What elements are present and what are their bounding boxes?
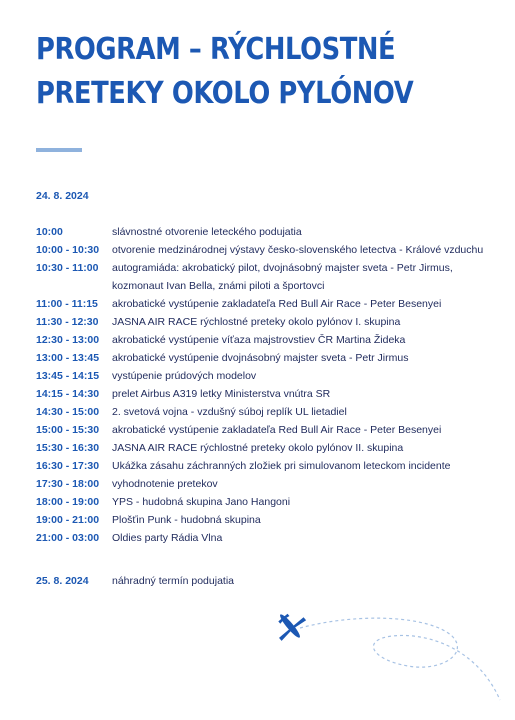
schedule-time: 21:00 - 03:00	[36, 532, 100, 544]
schedule-desc: JASNA AIR RACE rýchlostné preteky okolo pylónov II. skupina	[112, 442, 404, 454]
schedule-desc: slávnostné otvorenie leteckého podujatia	[112, 226, 302, 238]
schedule-time: 15:30 - 16:30	[36, 442, 100, 454]
schedule-desc: Plošťin Punk - hudobná skupina	[112, 514, 261, 526]
day2-desc: náhradný termín podujatia	[112, 575, 234, 587]
schedule-time: 13:45 - 14:15	[36, 370, 100, 382]
schedule-desc: YPS - hudobná skupina Jano Hangoni	[112, 496, 291, 508]
schedule-time: 14:15 - 14:30	[36, 388, 100, 400]
schedule-desc: JASNA AIR RACE rýchlostné preteky okolo pylónov I. skupina	[112, 316, 401, 328]
schedule-time: 10:00	[36, 226, 63, 238]
schedule-time: 18:00 - 19:00	[36, 496, 100, 508]
schedule-desc: akrobatické vystúpenie zakladateľa Red Bull Air Race - Peter Besenyei	[112, 424, 442, 436]
schedule-desc: prelet Airbus A319 letky Ministerstva vnútra SR	[112, 388, 331, 400]
schedule-time: 11:00 - 11:15	[36, 298, 98, 310]
schedule-desc: vyhodnotenie pretekov	[112, 478, 218, 490]
schedule-time: 13:00 - 13:45	[36, 352, 100, 364]
schedule-desc: Oldies party Rádia Vlna	[112, 532, 223, 544]
airplane-icon	[268, 604, 312, 648]
day1-date: 24. 8. 2024	[36, 190, 89, 202]
page-title-line-2: PRETEKY OKOLO PYLÓNOV	[36, 76, 414, 111]
dashed-flight-path	[300, 618, 500, 700]
schedule-time: 19:00 - 21:00	[36, 514, 100, 526]
schedule-time: 17:30 - 18:00	[36, 478, 100, 490]
schedule-time: 10:00 - 10:30	[36, 244, 100, 256]
schedule-desc: 2. svetová vojna - vzdušný súboj replík UL lietadiel	[112, 406, 347, 418]
schedule-time: 14:30 - 15:00	[36, 406, 100, 418]
schedule-time: 16:30 - 17:30	[36, 460, 100, 472]
schedule-time: 11:30 - 12:30	[36, 316, 99, 328]
day2-date: 25. 8. 2024	[36, 575, 89, 587]
schedule-desc: otvorenie medzinárodnej výstavy česko-slovenského letectva - Králové vzduchu	[112, 244, 484, 256]
schedule-desc: autogramiáda: akrobatický pilot, dvojnásobný majster sveta - Petr Jirmus, kozmonaut Ivan Bella, známi piloti a športovci	[112, 262, 453, 292]
schedule-desc: vystúpenie prúdových modelov	[112, 370, 257, 382]
schedule-time: 12:30 - 13:00	[36, 334, 100, 346]
page-title-line-1: PROGRAM – RÝCHLOSTNÉ	[36, 32, 396, 67]
schedule-desc: akrobatické vystúpenie dvojnásobný majster sveta - Petr Jirmus	[112, 352, 409, 364]
schedule-desc: akrobatické vystúpenie zakladateľa Red Bull Air Race - Peter Besenyei	[112, 298, 442, 310]
schedule-time: 15:00 - 15:30	[36, 424, 100, 436]
schedule-time: 10:30 - 11:00	[36, 262, 99, 274]
schedule-desc: akrobatické vystúpenie víťaza majstrovstiev ČR Martina Žideka	[112, 334, 406, 346]
schedule-desc: Ukážka zásahu záchranných zložiek pri simulovanom leteckom incidente	[112, 460, 451, 472]
